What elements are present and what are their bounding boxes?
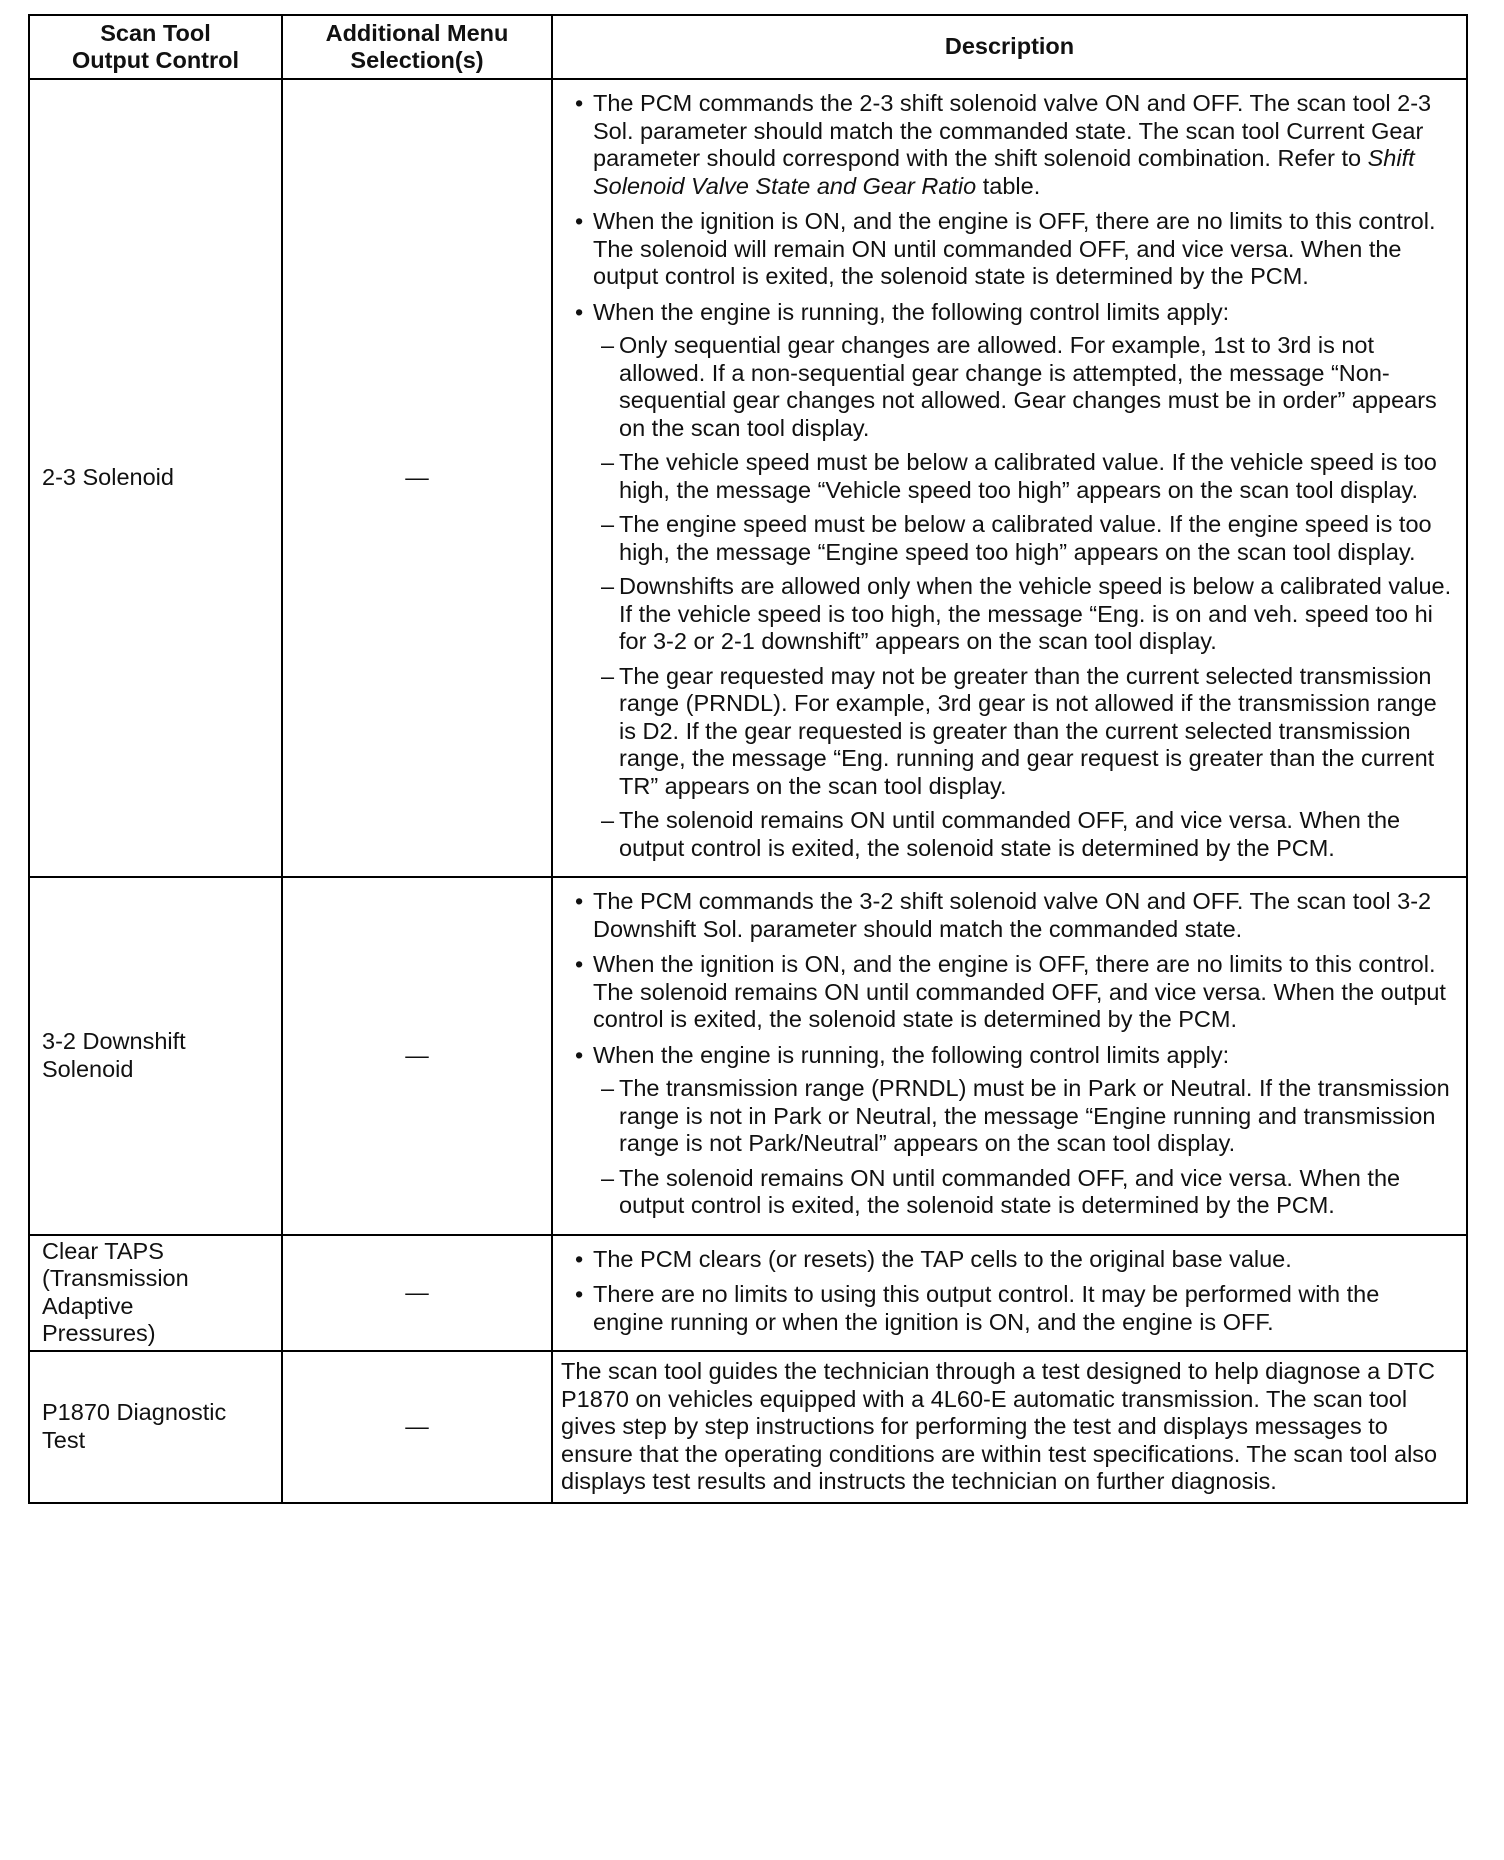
menu-selection: — bbox=[282, 1235, 552, 1352]
header-col1-line2: Output Control bbox=[71, 47, 240, 73]
sub-list-item: – Downshifts are allowed only when the vehicle speed is below a calibrated value. If the vehicle speed is too high, the message “Eng. is on and veh. speed too hi for 3-2 or 2-1 downshift” appears on the scan tool display. bbox=[601, 573, 1452, 654]
sub-list-item: – The solenoid remains ON until commanded OFF, and vice versa. When the output control is exited, the solenoid state is determined by the PCM. bbox=[601, 807, 1401, 861]
list-item: • When the engine is running, the following control limits apply: – The transmission range (PRNDL) must be in Park or Neutral. If the transmission range is not in Park or Neutral, the message “Engine running and transmission range is not Park/Neutral” appears on the scan tool display. – The solenoid remains ON until commanded OFF, and vice versa. When the output control is exited, the solenoid state is determined by the PCM. bbox=[561, 1042, 1456, 1220]
bullet-icon: • bbox=[575, 1041, 584, 1068]
control-name: 2-3 Solenoid bbox=[29, 79, 282, 877]
control-name: 3-2 Downshift Solenoid bbox=[29, 877, 282, 1235]
bullet-icon: • bbox=[575, 1245, 584, 1272]
list-item: • When the engine is running, the following control limits apply: – Only sequential gear changes are allowed. For example, 1st to 3rd is not allowed. If a non-sequential gear change is attempted, the message “Non-sequential gear changes not allowed. Gear changes must be in order” appears on the scan tool display. – The vehicle speed must be below a calibrated value. If the vehicle speed is too high, the message “Vehicle speed too high” appears on the scan tool display. – The engine speed must be below a calibrated value. If the engine speed is too high, the message “Engine speed too high” appears on the scan tool display. – Downshifts are allowed only when the vehicle speed is below a calibrated value. If the vehicle speed is too high, the message “Eng. is on and veh. speed too hi for 3-2 or 2-1 downshift” appears on the scan tool display. – The gear requested may not be greater than the current selected transmission range (PRNDL). For example, 3rd gear is not allowed if the transmission range is D2. If the gear requested is greater than the current selected transmission range, the message “Eng. running and gear request is greater than the current TR” appears on the scan tool display. – The solenoid remains ON until commanded OFF, and vice versa. When the output control is exited, the solenoid state is determined by the PCM. bbox=[561, 299, 1456, 863]
bullet-list bbox=[561, 1246, 1456, 1337]
sub-list bbox=[593, 1075, 1456, 1220]
control-name: Clear TAPS (Transmission Adaptive Pressures) bbox=[29, 1235, 282, 1352]
sub-list bbox=[593, 332, 1456, 862]
sub-list-item: – Only sequential gear changes are allowed. For example, 1st to 3rd is not allowed. If a non-sequential gear change is attempted, the message “Non-sequential gear changes not allowed. Gear changes must be in order” appears on the scan tool display. bbox=[601, 332, 1437, 441]
description-cell bbox=[552, 1235, 1467, 1352]
dash-icon: – bbox=[601, 332, 615, 358]
sub-list-item: – The transmission range (PRNDL) must be in Park or Neutral. If the transmission range is not in Park or Neutral, the message “Engine running and transmission range is not Park/Neutral” appears on the scan tool display. bbox=[601, 1075, 1450, 1156]
menu-selection: — bbox=[282, 1351, 552, 1503]
description-cell bbox=[552, 79, 1467, 877]
menu-selection: — bbox=[282, 877, 552, 1235]
header-col2-line2: Selection(s) bbox=[350, 47, 484, 73]
header-scan-tool-output-control bbox=[29, 15, 282, 79]
sub-list-item: – The gear requested may not be greater than the current selected transmission range (PRNDL). For example, 3rd gear is not allowed if the transmission range is D2. If the gear requested is greater than the current selected transmission range, the message “Eng. running and gear request is greater than the current TR” appears on the scan tool display. bbox=[601, 662, 1437, 799]
header-additional-menu-selections bbox=[282, 15, 552, 79]
list-item: • When the ignition is ON, and the engine is OFF, there are no limits to this control. The solenoid will remain ON until commanded OFF, and vice versa. When the output control is exited, the solenoid state is determined by the PCM. bbox=[575, 208, 1436, 289]
list-item: • The PCM clears (or resets) the TAP cells to the original base value. bbox=[575, 1245, 1292, 1272]
bullet-list bbox=[561, 888, 1456, 1220]
list-item: • There are no limits to using this output control. It may be performed with the engine running or when the ignition is ON, and the engine is OFF. bbox=[575, 1281, 1380, 1335]
bullet-list bbox=[561, 90, 1456, 862]
dash-icon: – bbox=[601, 1075, 615, 1101]
dash-icon: – bbox=[601, 807, 615, 833]
header-description: Description bbox=[552, 15, 1467, 79]
list-item: • The PCM commands the 2-3 shift solenoid valve ON and OFF. The scan tool 2-3 Sol. parameter should match the commanded state. The scan tool Current Gear parameter should correspond with the shift solenoid combination. Refer to Shift Solenoid Valve State and Gear Ratio table. bbox=[575, 90, 1432, 199]
table-row bbox=[29, 877, 1467, 1235]
menu-selection: — bbox=[282, 79, 552, 877]
description-text: The scan tool guides the technician through a test designed to help diagnose a DTC P1870 on vehicles equipped with a 4L60-E automatic transmission. The scan tool gives step by step instructions for performing the test and displays messages to ensure that the operating conditions are within test specifications. The scan tool also displays test results and instructs the technician on further diagnosis. bbox=[561, 1358, 1438, 1494]
header-col1-line1: Scan Tool bbox=[100, 19, 211, 46]
control-name: P1870 Diagnostic Test bbox=[29, 1351, 282, 1503]
table-reference: Shift Solenoid Valve State and Gear Ratio bbox=[593, 145, 1415, 199]
description-cell bbox=[552, 1351, 1467, 1503]
bullet-icon: • bbox=[575, 90, 584, 116]
dash-icon: – bbox=[601, 573, 615, 599]
dash-icon: – bbox=[601, 511, 615, 537]
bullet-icon: • bbox=[575, 888, 584, 914]
dash-icon: – bbox=[601, 449, 615, 475]
bullet-icon: • bbox=[575, 951, 584, 977]
dash-icon: – bbox=[601, 1164, 615, 1191]
dash-icon: – bbox=[601, 662, 615, 689]
header-col2-line1: Additional Menu bbox=[325, 19, 509, 46]
bullet-icon: • bbox=[575, 298, 584, 325]
sub-list-item: – The engine speed must be below a calibrated value. If the engine speed is too high, the message “Engine speed too high” appears on the scan tool display. bbox=[601, 511, 1432, 565]
sub-list-item: – The solenoid remains ON until commanded OFF, and vice versa. When the output control is exited, the solenoid state is determined by the PCM. bbox=[601, 1164, 1401, 1218]
list-item: • When the ignition is ON, and the engine is OFF, there are no limits to this control. The solenoid remains ON until commanded OFF, and vice versa. When the output control is exited, the solenoid state is determined by the PCM. bbox=[575, 951, 1446, 1032]
table-row bbox=[29, 79, 1467, 877]
list-item: • The PCM commands the 3-2 shift solenoid valve ON and OFF. The scan tool 3-2 Downshift Sol. parameter should match the commanded state. bbox=[575, 888, 1432, 942]
description-cell bbox=[552, 877, 1467, 1235]
bullet-icon: • bbox=[575, 208, 584, 234]
bullet-icon: • bbox=[575, 1281, 584, 1307]
table-header-row bbox=[29, 15, 1467, 79]
table-row bbox=[29, 1351, 1467, 1503]
scan-tool-output-control-table bbox=[28, 14, 1468, 1504]
sub-list-item: – The vehicle speed must be below a calibrated value. If the vehicle speed is too high, the message “Vehicle speed too high” appears on the scan tool display. bbox=[601, 449, 1437, 503]
table-row bbox=[29, 1235, 1467, 1352]
